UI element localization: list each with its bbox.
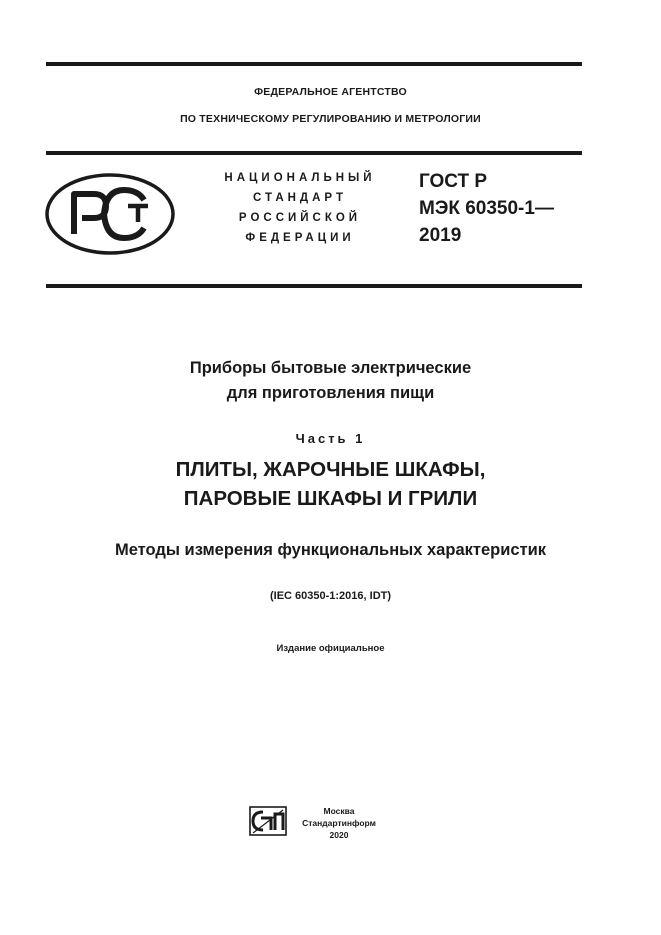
- masthead-top-rule: [46, 151, 582, 155]
- agency-line-2: ПО ТЕХНИЧЕСКОМУ РЕГУЛИРОВАНИЮ И МЕТРОЛОГИИ: [180, 113, 481, 125]
- publisher-name: Стандартинформ: [302, 818, 376, 828]
- standartinform-logo-icon: [249, 806, 287, 836]
- main-title-line-1: ПЛИТЫ, ЖАРОЧНЫЕ ШКАФЫ,: [175, 458, 486, 481]
- part-label: Часть 1: [295, 431, 366, 446]
- designation-line-2: МЭК 60350-1—: [419, 198, 554, 219]
- designation-line-3: 2019: [419, 225, 462, 246]
- iec-reference: (IEC 60350-1:2016, IDT): [269, 590, 392, 602]
- edition-label: Издание официальное: [276, 643, 385, 654]
- top-rule: [46, 62, 582, 66]
- publisher-year: 2020: [329, 830, 349, 840]
- subtitle-line-2: для приготовления пищи: [226, 384, 435, 402]
- standard-type-line-1: НАЦИОНАЛЬНЫЙ: [224, 172, 376, 184]
- standard-type-line-4: ФЕДЕРАЦИИ: [245, 232, 355, 244]
- gost-r-emblem-icon: [44, 172, 176, 256]
- standard-type-line-2: СТАНДАРТ: [253, 192, 347, 204]
- subtitle-line-1: Приборы бытовые электрические: [189, 359, 472, 377]
- masthead-bottom-rule: [46, 284, 582, 288]
- methods-title: Методы измерения функциональных характеристик: [114, 541, 547, 559]
- publisher-city: Москва: [323, 806, 355, 816]
- main-title-line-2: ПАРОВЫЕ ШКАФЫ И ГРИЛИ: [183, 487, 478, 510]
- agency-line-1: ФЕДЕРАЛЬНОЕ АГЕНТСТВО: [254, 86, 407, 98]
- designation-line-1: ГОСТ Р: [419, 171, 488, 192]
- standard-type-line-3: РОССИЙСКОЙ: [238, 212, 362, 224]
